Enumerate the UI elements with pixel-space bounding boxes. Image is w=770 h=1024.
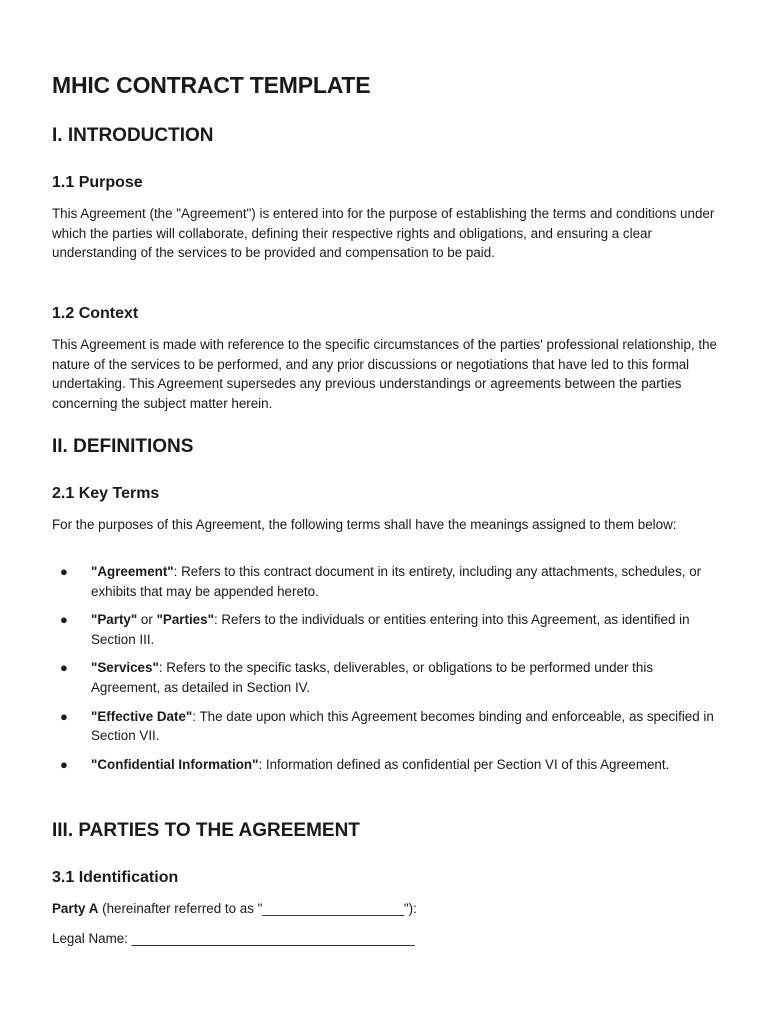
legal-name-field: Legal Name: ______________________________________ [52, 931, 415, 946]
definition-text: : Information defined as confidential per Section VI of this Agreement. [258, 756, 670, 772]
subsection-heading-identification: 3.1 Identification [52, 869, 179, 886]
section-heading-introduction: I. INTRODUCTION [52, 125, 214, 146]
subsection-heading-key-terms: 2.1 Key Terms [52, 485, 160, 502]
list-item [52, 707, 720, 746]
defined-term: "Party" [91, 612, 138, 628]
section-heading-definitions: II. DEFINITIONS [52, 436, 194, 457]
bullet-icon: ● [60, 660, 68, 676]
definitions-list [52, 562, 720, 783]
document-title: MHIC CONTRACT TEMPLATE [52, 72, 371, 98]
defined-term: "Confidential Information" [91, 756, 259, 772]
context-paragraph: This Agreement is made with reference to the specific circumstances of the parties' professional relationship, the nature of the services to be performed, and any prior discussions or negotiations that have led to this formal undertaking. This Agreement supersedes any previous understandings or agreements between the parties concerning the subject matter herein. [52, 337, 717, 411]
bullet-icon: ● [60, 756, 68, 772]
definition-text: : Refers to this contract document in its entirety, including any attachments, schedules, or exhibits that may be appended hereto. [91, 564, 702, 599]
bullet-icon: ● [60, 612, 68, 628]
list-item [52, 658, 720, 697]
defined-term: "Services" [91, 660, 159, 676]
bullet-icon: ● [60, 708, 68, 724]
bullet-icon: ● [60, 564, 68, 579]
list-item [52, 610, 720, 649]
defined-term: "Agreement" [91, 564, 174, 579]
term-connector: or [137, 612, 157, 628]
definition-text: : The date upon which this Agreement becomes binding and enforceable, as specified in Section VII. [91, 708, 714, 744]
purpose-paragraph: This Agreement (the "Agreement") is entered into for the purpose of establishing the terms and conditions under which the parties will collaborate, defining their respective rights and obligations, and ensuring a clear understanding of the services to be provided and compensation to be paid. [52, 206, 715, 261]
definition-text: : Refers to the specific tasks, deliverables, or obligations to be performed under this Agreement, as detailed in Section IV. [91, 660, 654, 695]
party-a-line [52, 899, 417, 919]
section-heading-parties: III. PARTIES TO THE AGREEMENT [52, 820, 360, 841]
subsection-heading-purpose: 1.1 Purpose [52, 174, 143, 191]
list-item [52, 562, 720, 601]
subsection-heading-context: 1.2 Context [52, 305, 139, 322]
defined-term: "Effective Date" [91, 708, 193, 724]
list-item [52, 755, 720, 775]
party-a-description: (hereinafter referred to as "___________________"): [98, 901, 417, 916]
definition-text: : Refers to the individuals or entities entering into this Agreement, as identified in Section III. [91, 612, 690, 647]
party-a-label: Party A [52, 901, 99, 916]
defined-term: "Parties" [156, 612, 214, 628]
key-terms-intro: For the purposes of this Agreement, the following terms shall have the meanings assigned to them below: [52, 517, 677, 532]
